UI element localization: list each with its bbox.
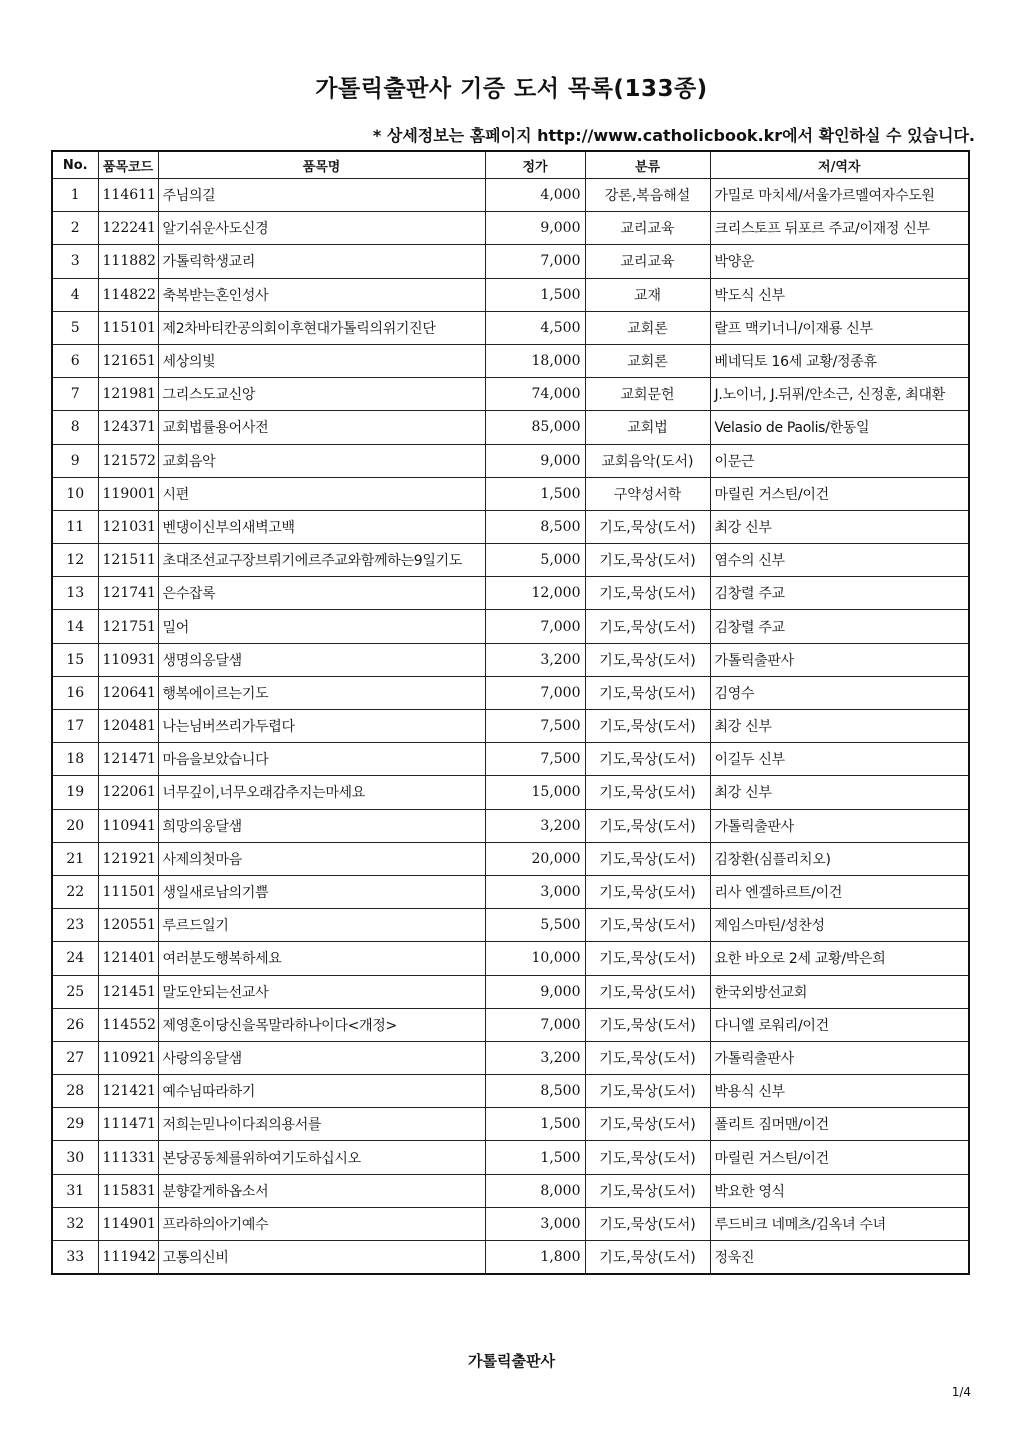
homepage-notice: * 상세정보는 홈페이지 http://www.catholicbook.kr에서 확인하실 수 있습니다. [372,126,975,145]
cell-price: 9,000 [485,212,585,245]
cell-author: 마릴린 거스틴/이건 [710,1141,969,1174]
cell-price: 1,500 [485,477,585,510]
cell-author: 박요한 영식 [710,1174,969,1207]
table-row [52,610,969,643]
header-name: 품목명 [158,151,485,179]
cell-code: 122241 [98,212,158,245]
cell-price: 10,000 [485,942,585,975]
cell-no: 5 [52,311,98,344]
cell-book-title: 희망의옹달샘 [158,809,485,842]
table-row [52,776,969,809]
cell-code: 115101 [98,311,158,344]
table-row [52,975,969,1008]
cell-price: 7,500 [485,743,585,776]
cell-book-title: 사제의첫마음 [158,842,485,875]
table-row [52,1141,969,1174]
cell-code: 121751 [98,610,158,643]
cell-category: 기도,묵상(도서) [585,809,710,842]
cell-price: 18,000 [485,344,585,377]
cell-price: 85,000 [485,411,585,444]
cell-category: 기도,묵상(도서) [585,1108,710,1141]
cell-no: 31 [52,1174,98,1207]
cell-author: 김창렬 주교 [710,610,969,643]
cell-no: 2 [52,212,98,245]
cell-code: 114552 [98,1008,158,1041]
cell-author: 다니엘 로워리/이건 [710,1008,969,1041]
cell-author: 박양운 [710,245,969,278]
cell-book-title: 사랑의옹달샘 [158,1041,485,1074]
cell-book-title: 가톨릭학생교리 [158,245,485,278]
cell-book-title: 프라하의아기예수 [158,1207,485,1240]
cell-no: 22 [52,875,98,908]
table-row [52,875,969,908]
cell-price: 12,000 [485,577,585,610]
cell-no: 1 [52,179,98,212]
cell-category: 기도,묵상(도서) [585,1008,710,1041]
cell-no: 3 [52,245,98,278]
cell-author: 요한 바오로 2세 교황/박은희 [710,942,969,975]
cell-author: 가톨릭출판사 [710,809,969,842]
cell-no: 23 [52,909,98,942]
cell-category: 기도,묵상(도서) [585,544,710,577]
cell-author: J.노이너, J.뒤퓌/안소근, 신정훈, 최대환 [710,378,969,411]
cell-no: 18 [52,743,98,776]
cell-no: 26 [52,1008,98,1041]
cell-book-title: 고통의신비 [158,1241,485,1275]
cell-book-title: 분향같게하옵소서 [158,1174,485,1207]
cell-category: 기도,묵상(도서) [585,1174,710,1207]
cell-book-title: 초대조선교구장브뤼기에르주교와함께하는9일기도 [158,544,485,577]
cell-author: 마릴린 거스틴/이건 [710,477,969,510]
table-row [52,1174,969,1207]
table-row [52,1241,969,1275]
cell-code: 111471 [98,1108,158,1141]
cell-no: 9 [52,444,98,477]
cell-no: 32 [52,1207,98,1240]
cell-category: 강론,복음해설 [585,179,710,212]
cell-no: 19 [52,776,98,809]
header-author: 저/역자 [710,151,969,179]
cell-author: 가톨릭출판사 [710,1041,969,1074]
cell-author: 김영수 [710,676,969,709]
cell-price: 1,500 [485,1141,585,1174]
cell-author: 염수의 신부 [710,544,969,577]
cell-category: 기도,묵상(도서) [585,643,710,676]
cell-book-title: 너무깊이,너무오래감추지는마세요 [158,776,485,809]
cell-code: 114822 [98,278,158,311]
cell-book-title: 축복받는혼인성사 [158,278,485,311]
cell-category: 기도,묵상(도서) [585,610,710,643]
cell-category: 기도,묵상(도서) [585,975,710,1008]
cell-no: 6 [52,344,98,377]
cell-price: 7,500 [485,710,585,743]
cell-author: 제임스마틴/성찬성 [710,909,969,942]
cell-code: 115831 [98,1174,158,1207]
cell-no: 24 [52,942,98,975]
table-row [52,676,969,709]
table-row [52,278,969,311]
table-row [52,444,969,477]
cell-category: 교회문헌 [585,378,710,411]
cell-code: 111331 [98,1141,158,1174]
cell-code: 121401 [98,942,158,975]
cell-category: 기도,묵상(도서) [585,776,710,809]
cell-price: 3,000 [485,1207,585,1240]
cell-no: 20 [52,809,98,842]
cell-price: 7,000 [485,245,585,278]
cell-code: 111942 [98,1241,158,1275]
cell-code: 110941 [98,809,158,842]
cell-code: 120481 [98,710,158,743]
cell-price: 4,000 [485,179,585,212]
table-row [52,1207,969,1240]
cell-author: 최강 신부 [710,710,969,743]
cell-no: 30 [52,1141,98,1174]
table-row [52,909,969,942]
cell-category: 기도,묵상(도서) [585,710,710,743]
cell-code: 121921 [98,842,158,875]
cell-category: 기도,묵상(도서) [585,942,710,975]
cell-code: 114901 [98,1207,158,1240]
page-number: 1/4 [951,1385,971,1399]
cell-no: 7 [52,378,98,411]
header-category: 분류 [585,151,710,179]
publisher-logo-text: 가톨릭출판사 [468,1352,555,1370]
cell-category: 기도,묵상(도서) [585,676,710,709]
table-row [52,577,969,610]
cell-category: 구약성서학 [585,477,710,510]
table-row [52,311,969,344]
cell-code: 121511 [98,544,158,577]
cell-no: 12 [52,544,98,577]
table-row [52,842,969,875]
cell-no: 10 [52,477,98,510]
cell-category: 기도,묵상(도서) [585,1075,710,1108]
cell-author: 김창환(심플리치오) [710,842,969,875]
cell-book-title: 밀어 [158,610,485,643]
cell-no: 27 [52,1041,98,1074]
cell-no: 13 [52,577,98,610]
table-row [52,809,969,842]
table-row [52,643,969,676]
cell-price: 9,000 [485,444,585,477]
cell-price: 3,200 [485,1041,585,1074]
cell-no: 4 [52,278,98,311]
cell-code: 124371 [98,411,158,444]
cell-book-title: 본당공동체를위하여기도하십시오 [158,1141,485,1174]
table-row [52,510,969,543]
cell-category: 기도,묵상(도서) [585,1041,710,1074]
cell-category: 기도,묵상(도서) [585,842,710,875]
cell-category: 교회론 [585,344,710,377]
table-row [52,477,969,510]
cell-price: 7,000 [485,610,585,643]
cell-code: 121572 [98,444,158,477]
cell-book-title: 세상의빛 [158,344,485,377]
cell-no: 33 [52,1241,98,1275]
cell-price: 8,000 [485,1174,585,1207]
cell-book-title: 은수잡록 [158,577,485,610]
cell-author: 정욱진 [710,1241,969,1275]
table-row [52,1008,969,1041]
cell-book-title: 벤댕이신부의새벽고백 [158,510,485,543]
table-row [52,1108,969,1141]
cell-no: 25 [52,975,98,1008]
cell-code: 121741 [98,577,158,610]
cell-book-title: 주님의길 [158,179,485,212]
table-row [52,179,969,212]
cell-code: 110931 [98,643,158,676]
cell-code: 122061 [98,776,158,809]
cell-price: 8,500 [485,510,585,543]
cell-book-title: 나는님버쓰리가두렵다 [158,710,485,743]
cell-book-title: 생명의옹달샘 [158,643,485,676]
cell-category: 기도,묵상(도서) [585,1241,710,1275]
cell-code: 121471 [98,743,158,776]
cell-price: 15,000 [485,776,585,809]
cell-price: 7,000 [485,676,585,709]
cell-author: 리사 엔겔하르트/이건 [710,875,969,908]
cell-price: 1,800 [485,1241,585,1275]
cell-price: 4,500 [485,311,585,344]
cell-code: 121981 [98,378,158,411]
cell-code: 110921 [98,1041,158,1074]
cell-code: 111882 [98,245,158,278]
table-row [52,1075,969,1108]
cell-author: 최강 신부 [710,510,969,543]
header-price: 정가 [485,151,585,179]
cell-book-title: 저희는믿나이다죄의용서를 [158,1108,485,1141]
cell-code: 121031 [98,510,158,543]
cell-author: 베네딕토 16세 교황/정종휴 [710,344,969,377]
cell-book-title: 예수님따라하기 [158,1075,485,1108]
header-code: 품목코드 [98,151,158,179]
cell-book-title: 루르드일기 [158,909,485,942]
cell-price: 5,000 [485,544,585,577]
cell-no: 17 [52,710,98,743]
table-row [52,344,969,377]
cell-author: 이문근 [710,444,969,477]
cell-price: 74,000 [485,378,585,411]
table-row [52,411,969,444]
cell-category: 교리교육 [585,212,710,245]
cell-price: 1,500 [485,278,585,311]
cell-author: 한국외방선교회 [710,975,969,1008]
cell-code: 119001 [98,477,158,510]
cell-category: 교재 [585,278,710,311]
table-row [52,942,969,975]
cell-book-title: 제영혼이당신을목말라하나이다<개정> [158,1008,485,1041]
cell-book-title: 그리스도교신앙 [158,378,485,411]
cell-no: 29 [52,1108,98,1141]
cell-price: 8,500 [485,1075,585,1108]
cell-book-title: 마음을보았습니다 [158,743,485,776]
cell-author: 이길두 신부 [710,743,969,776]
cell-price: 3,200 [485,643,585,676]
cell-code: 121651 [98,344,158,377]
cell-book-title: 시편 [158,477,485,510]
table-row [52,710,969,743]
cell-no: 11 [52,510,98,543]
cell-author: 크리스토프 뒤포르 주교/이재정 신부 [710,212,969,245]
table-row [52,1041,969,1074]
cell-book-title: 생일새로남의기쁨 [158,875,485,908]
cell-category: 교회음악(도서) [585,444,710,477]
header-no: No. [52,151,98,179]
cell-category: 기도,묵상(도서) [585,875,710,908]
cell-category: 교리교육 [585,245,710,278]
table-header-row [52,151,969,179]
cell-author: 박도식 신부 [710,278,969,311]
book-list-table [51,150,970,1275]
cell-book-title: 제2차바티칸공의회이후현대가톨릭의위기진단 [158,311,485,344]
cell-book-title: 알기쉬운사도신경 [158,212,485,245]
cell-code: 121451 [98,975,158,1008]
cell-no: 16 [52,676,98,709]
cell-price: 7,000 [485,1008,585,1041]
cell-book-title: 말도안되는선교사 [158,975,485,1008]
cell-no: 21 [52,842,98,875]
cell-book-title: 여러분도행복하세요 [158,942,485,975]
cell-author: 김창렬 주교 [710,577,969,610]
cell-category: 교회론 [585,311,710,344]
cell-no: 15 [52,643,98,676]
cell-category: 기도,묵상(도서) [585,1207,710,1240]
cell-author: 랄프 맥키너니/이재룡 신부 [710,311,969,344]
cell-price: 20,000 [485,842,585,875]
cell-book-title: 행복에이르는기도 [158,676,485,709]
cell-author: 가톨릭출판사 [710,643,969,676]
cell-price: 1,500 [485,1108,585,1141]
cell-book-title: 교회음악 [158,444,485,477]
cell-price: 3,000 [485,875,585,908]
cell-code: 120551 [98,909,158,942]
cell-category: 기도,묵상(도서) [585,1141,710,1174]
cell-category: 교회법 [585,411,710,444]
table-row [52,544,969,577]
cell-code: 114611 [98,179,158,212]
cell-price: 5,500 [485,909,585,942]
cell-category: 기도,묵상(도서) [585,510,710,543]
cell-no: 8 [52,411,98,444]
cell-category: 기도,묵상(도서) [585,743,710,776]
cell-no: 14 [52,610,98,643]
cell-author: 폴리트 짐머맨/이건 [710,1108,969,1141]
table-row [52,212,969,245]
cell-code: 121421 [98,1075,158,1108]
cell-code: 111501 [98,875,158,908]
cell-price: 3,200 [485,809,585,842]
table-row [52,743,969,776]
cell-category: 기도,묵상(도서) [585,909,710,942]
cell-author: 루드비크 네메츠/김옥녀 수녀 [710,1207,969,1240]
table-row [52,378,969,411]
cell-category: 기도,묵상(도서) [585,577,710,610]
document-title: 가톨릭출판사 기증 도서 목록(133종) [315,76,708,102]
cell-author: 가밀로 마치세/서울가르멜여자수도원 [710,179,969,212]
cell-code: 120641 [98,676,158,709]
cell-author: Velasio de Paolis/한동일 [710,411,969,444]
cell-no: 28 [52,1075,98,1108]
cell-book-title: 교회법률용어사전 [158,411,485,444]
cell-author: 최강 신부 [710,776,969,809]
table-row [52,245,969,278]
cell-author: 박용식 신부 [710,1075,969,1108]
cell-price: 9,000 [485,975,585,1008]
